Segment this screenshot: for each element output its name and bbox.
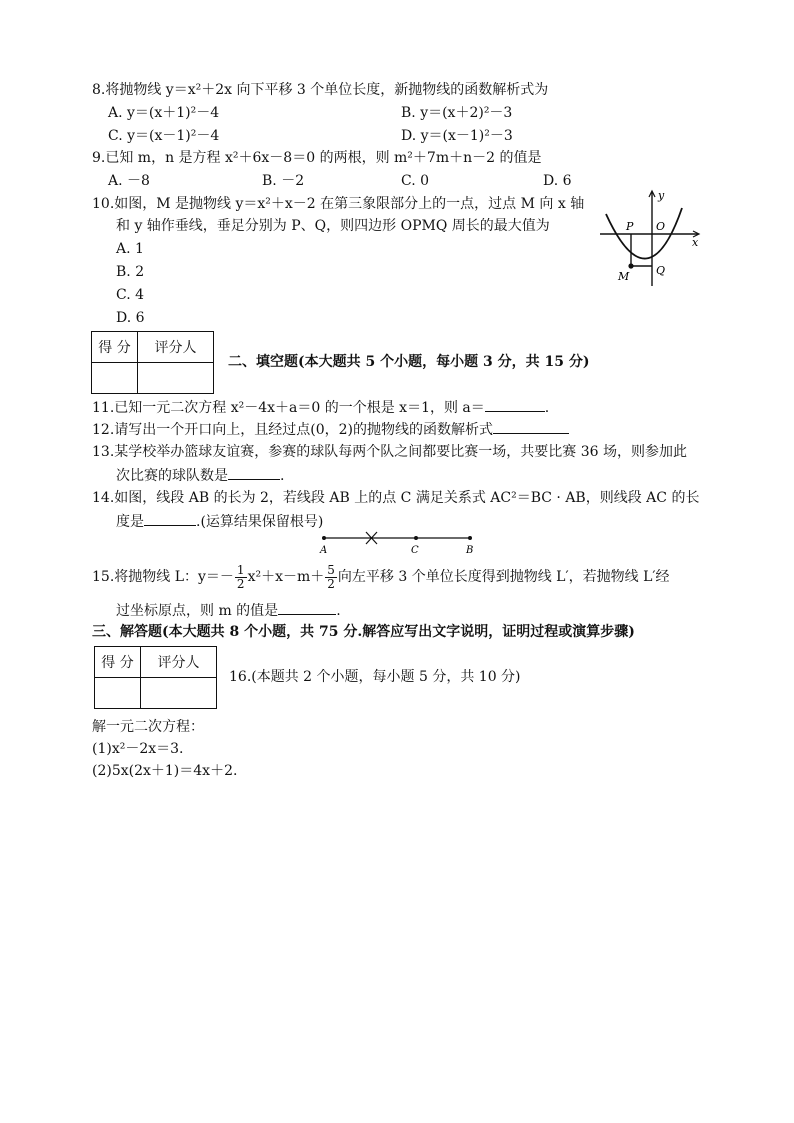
q12-text: 12.请写出一个开口向上，且经过点(0，2)的抛物线的函数解析式 bbox=[92, 422, 494, 438]
q8-option-a: A. y＝(x＋1)²－4 bbox=[108, 105, 220, 121]
q14-segment-figure bbox=[316, 528, 486, 556]
score-table-header-score: 得 分 bbox=[92, 332, 138, 363]
q14-fig-label-b: B bbox=[466, 545, 474, 556]
q15-pre: 15.将抛物线 L：y＝－ bbox=[92, 569, 234, 585]
q10-fig-label-x: x bbox=[692, 236, 699, 249]
q15-answer-blank[interactable] bbox=[278, 600, 336, 615]
q10-parabola-figure bbox=[596, 186, 706, 290]
q11-text: 11.已知一元二次方程 x²－4x＋a＝0 的一个根是 x＝1，则 a＝ bbox=[92, 400, 485, 416]
q15-frac2-num: 5 bbox=[327, 562, 335, 577]
q10-option-a: A. 1 bbox=[116, 241, 144, 257]
score-table-header-score: 得 分 bbox=[95, 647, 141, 678]
q10-stem-line1: 10.如图，M 是抛物线 y＝x²＋x－2 在第三象限部分上的一点，过点 M 向 x 轴 bbox=[92, 196, 585, 212]
q15-fraction-2 bbox=[325, 564, 337, 591]
section2-title: 二、填空题(本大题共 5 个小题，每小题 3 分，共 15 分) bbox=[228, 354, 590, 370]
q15-frac2-den: 2 bbox=[327, 576, 335, 591]
q16-part2: (2)5x(2x＋1)＝4x＋2. bbox=[92, 763, 238, 779]
q9-option-a: A. －8 bbox=[108, 173, 150, 189]
q11-end: . bbox=[544, 400, 550, 416]
q9-option-b: B. －2 bbox=[262, 173, 305, 189]
q16-intro: 解一元二次方程： bbox=[92, 719, 204, 735]
q11 bbox=[92, 397, 549, 418]
q10-fig-label-y: y bbox=[658, 189, 665, 202]
score-table-header-grader: 评分人 bbox=[138, 332, 214, 363]
q8-stem: 8.将抛物线 y＝x²＋2x 向下平移 3 个单位长度，新抛物线的函数解析式为 bbox=[92, 82, 549, 98]
q15-fraction-1 bbox=[235, 564, 247, 591]
q9-option-d: D. 6 bbox=[543, 173, 572, 189]
q13-end: . bbox=[280, 468, 285, 484]
q10-fig-label-o: O bbox=[656, 220, 666, 233]
score-table-q16 bbox=[94, 646, 217, 709]
q14-fig-label-a: A bbox=[320, 545, 328, 556]
score-cell[interactable] bbox=[92, 363, 138, 394]
q15-line1 bbox=[92, 562, 670, 592]
q14-answer-blank[interactable] bbox=[144, 511, 196, 526]
q10-fig-label-p: P bbox=[626, 220, 634, 233]
q15-text: 过坐标原点，则 m 的值是 bbox=[116, 603, 279, 619]
q12 bbox=[92, 419, 569, 440]
q8-option-c: C. y＝(x－1)²－4 bbox=[108, 128, 220, 144]
score-table-section2 bbox=[91, 331, 214, 394]
q16-part1: (1)x²－2x＝3. bbox=[92, 741, 184, 757]
score-table-header-grader: 评分人 bbox=[141, 647, 217, 678]
q13-line2 bbox=[116, 465, 284, 486]
q14-text: 度是 bbox=[116, 514, 144, 530]
q14-fig-label-c: C bbox=[411, 545, 419, 556]
grader-cell[interactable] bbox=[141, 678, 217, 709]
q15-post: 向左平移 3 个单位长度得到抛物线 L′，若抛物线 L′经 bbox=[337, 569, 670, 585]
q12-answer-blank[interactable] bbox=[493, 419, 569, 434]
q13-line1: 13.某学校举办篮球友谊赛，参赛的球队每两个队之间都要比赛一场，共要比赛 36 场，则参加此 bbox=[92, 444, 687, 460]
q15-frac1-den: 2 bbox=[236, 576, 245, 591]
q9-option-c: C. 0 bbox=[401, 173, 430, 189]
q10-option-b: B. 2 bbox=[116, 264, 145, 280]
q8-option-b: B. y＝(x＋2)²－3 bbox=[401, 105, 513, 121]
q14-line2 bbox=[116, 511, 323, 532]
section3-title: 三、解答题(本大题共 8 个小题，共 75 分.解答应写出文字说明，证明过程或演算步骤) bbox=[92, 624, 635, 640]
q10-option-c: C. 4 bbox=[116, 287, 145, 303]
q14-note: .(运算结果保留根号) bbox=[196, 514, 324, 530]
score-cell[interactable] bbox=[95, 678, 141, 709]
q16-header: 16.(本题共 2 个小题，每小题 5 分，共 10 分) bbox=[229, 669, 521, 685]
q10-fig-label-q: Q bbox=[656, 264, 666, 277]
q15-line2 bbox=[116, 600, 341, 621]
q15-mid: x²＋x－m＋ bbox=[247, 569, 325, 585]
q10-fig-label-m: M bbox=[618, 270, 630, 283]
q14-line1: 14.如图，线段 AB 的长为 2，若线段 AB 上的点 C 满足关系式 AC²＝BC · AB，则线段 AC 的长 bbox=[92, 490, 700, 506]
grader-cell[interactable] bbox=[138, 363, 214, 394]
q9-stem: 9.已知 m，n 是方程 x²＋6x－8＝0 的两根，则 m²＋7m＋n－2 的值是 bbox=[92, 150, 542, 166]
q11-answer-blank[interactable] bbox=[485, 397, 545, 412]
q15-frac1-num: 1 bbox=[236, 562, 245, 577]
q10-option-d: D. 6 bbox=[116, 310, 145, 326]
q8-option-d: D. y＝(x－1)²－3 bbox=[401, 128, 513, 144]
q13-answer-blank[interactable] bbox=[228, 465, 280, 480]
q15-end: . bbox=[336, 603, 341, 619]
q10-stem-line2: 和 y 轴作垂线，垂足分别为 P、Q，则四边形 OPMQ 周长的最大值为 bbox=[116, 218, 550, 234]
q13-text: 次比赛的球队数是 bbox=[116, 468, 228, 484]
